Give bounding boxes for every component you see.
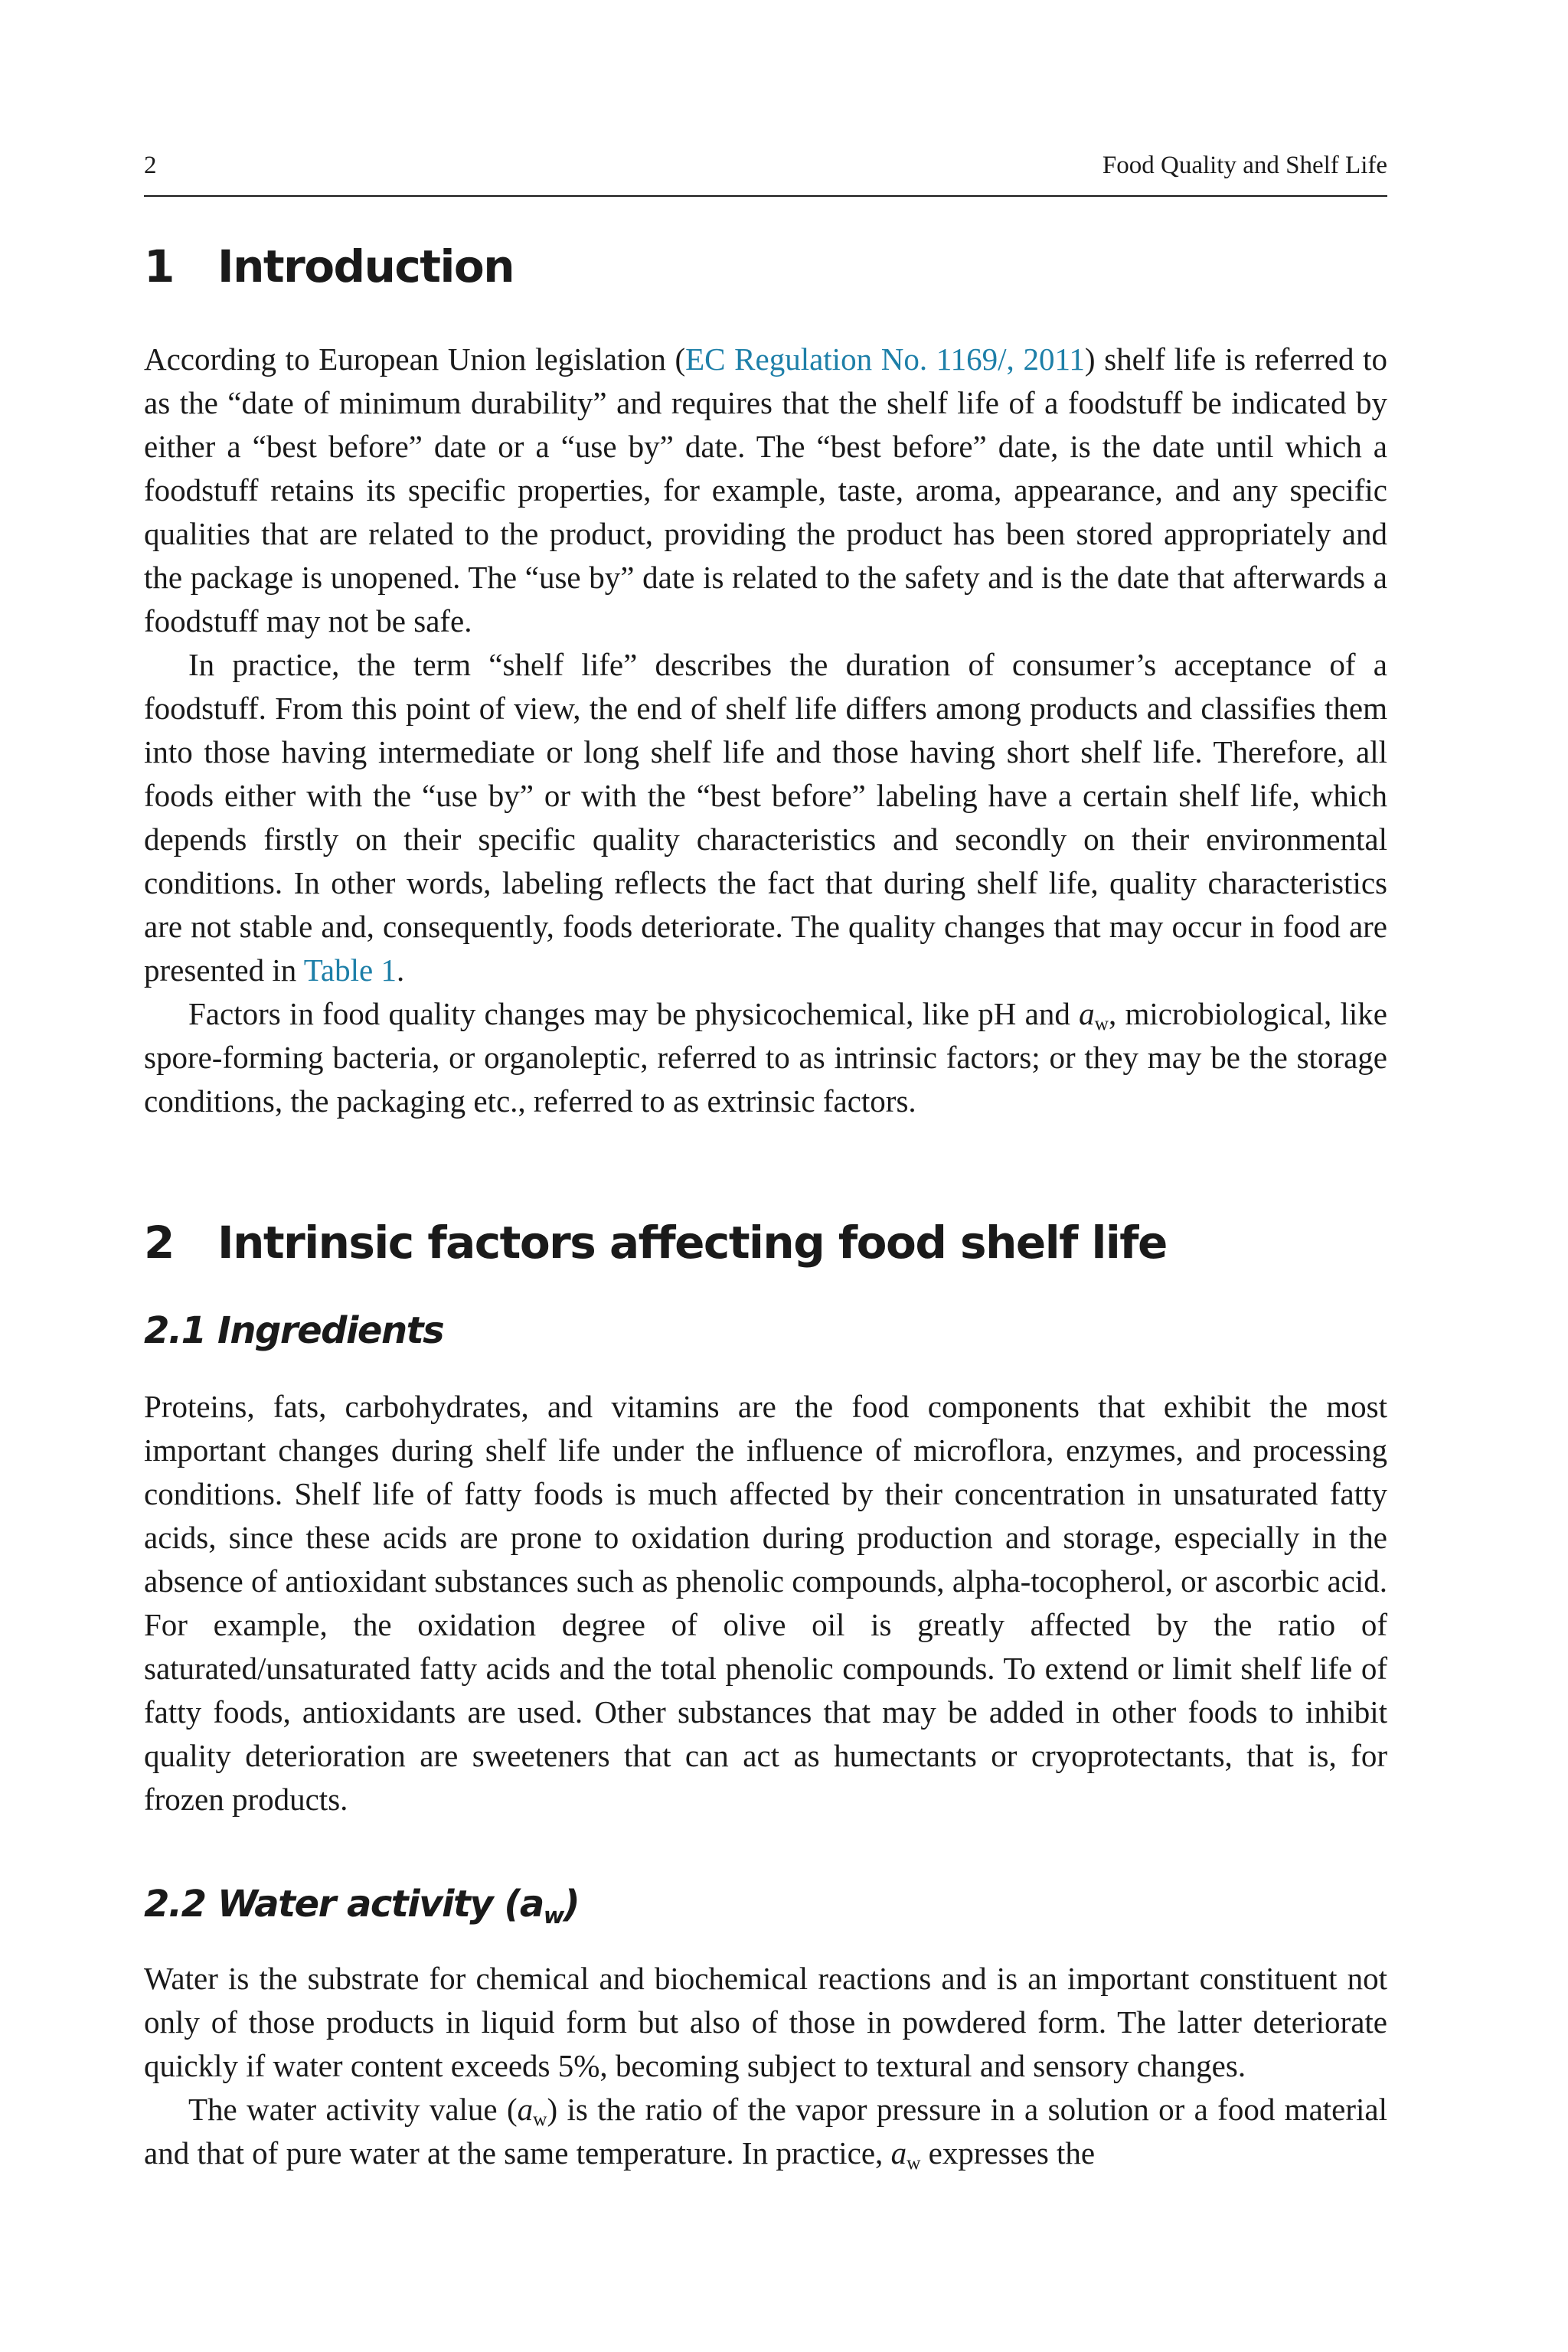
symbol-sub-w: w: [906, 2152, 921, 2174]
running-header: [144, 150, 1387, 181]
section-1-body: [144, 338, 1387, 1123]
water-activity-symbol: [891, 2135, 907, 2171]
intro-p2-text-a: In practice, the term “shelf life” describes the duration of consumer’s acceptance of a foodstuff. From this point of view, the end of shelf life differs among products and classifies them into those having intermediate or long shelf life and those having short shelf life. Therefore, all foods either with the “use by” or with the “best before” labeling have a certain shelf life, which depends firstly on their specific quality characteristics and secondly on their environmental conditions. In other words, labeling reflects the fact that during shelf life, quality characteristics are not stable and, consequently, foods deteriorate. The quality changes that may occur in food are presented in: [144, 647, 1387, 988]
section-2-title: Intrinsic factors affecting food shelf life: [217, 1217, 1167, 1269]
ec-regulation-link[interactable]: EC Regulation No. 1169/, 2011: [685, 341, 1085, 377]
symbol-sub-w: w: [1094, 1013, 1109, 1035]
header-rule: [144, 195, 1387, 197]
water-activity-symbol: [518, 2092, 534, 2127]
table-1-link[interactable]: Table 1: [303, 952, 397, 988]
wa-p2-text-c: expresses the: [920, 2135, 1096, 2171]
subsection-2-2-body: [144, 1957, 1387, 2175]
symbol-sub-w: w: [533, 2109, 547, 2131]
subsection-2-2-title-a: Water activity (a: [217, 1883, 544, 1926]
intro-p1-text-b: ) shelf life is referred to as the “date of minimum durability” and requires that the shelf life of a foodstuff be indicated by either a “best before” date or a “use by” date. The “best before” date, is the date until which a foodstuff retains its specific properties, for example, taste, aroma, appearance, and any specific qualities that are related to the product, providing the product has been stored appropriately and the package is unopened. The “use by” date is related to the safety and is the date that afterwards a foodstuff may not be safe.: [144, 341, 1387, 639]
section-1-title: Introduction: [217, 240, 514, 292]
intro-paragraph-3: [144, 992, 1387, 1123]
subsection-2-1-body: [144, 1385, 1387, 1821]
running-title: Food Quality and Shelf Life: [1102, 152, 1387, 179]
section-2-heading: [144, 1216, 1167, 1269]
symbol-a: a: [890, 2135, 907, 2171]
subsection-2-1-title: Ingredients: [217, 1309, 444, 1352]
wa-p2-text-a: The water activity value (: [188, 2092, 518, 2127]
water-activity-paragraph-1: Water is the substrate for chemical and biochemical reactions and is an important constituent not only of those products in liquid form but also of those in powdered form. The latter deteriorate quickly if water content exceeds 5%, becoming subject to textural and sensory changes.: [144, 1961, 1387, 2083]
subsection-2-1-number: 2.1: [144, 1309, 206, 1352]
intro-p3-text-a: Factors in food quality changes may be physicochemical, like pH and: [188, 996, 1080, 1031]
intro-p1-text-a: According to European Union legislation (: [144, 341, 686, 377]
ingredients-paragraph: Proteins, fats, carbohydrates, and vitamins are the food components that exhibit the most important changes during shelf life under the influence of microflora, enzymes, and processing conditions. Shelf life of fatty foods is much affected by their concentration in unsaturated fatty acids, since these acids are prone to oxidation during production and storage, especially in the absence of antioxidant substances such as phenolic compounds, alpha-tocopherol, or ascorbic acid. For example, the oxidation degree of olive oil is greatly affected by the ratio of saturated/unsaturated fatty acids and the total phenolic compounds. To extend or limit shelf life of fatty foods, antioxidants are used. Other substances that may be added in other foods to inhibit quality deterioration are sweeteners that can act as humectants or cryoprotectants, that is, for frozen products.: [144, 1389, 1387, 1817]
subsection-2-2-title: [217, 1883, 580, 1929]
intro-paragraph-1: [144, 338, 1387, 643]
water-activity-symbol: [1079, 996, 1095, 1031]
subsection-2-1-heading: [144, 1308, 443, 1354]
intro-paragraph-2: [144, 643, 1387, 992]
subsection-2-2-title-b: ): [563, 1883, 580, 1926]
page-number: 2: [144, 152, 157, 179]
wa-p2-text-b: ) is the ratio of the vapor pressure in a solution or a food material and that of pure water at the same temperature. In practice,: [144, 2092, 1387, 2171]
subsection-2-2-number: 2.2: [144, 1883, 206, 1926]
intro-p3-text-b: , microbiological, like spore-forming bacteria, or organoleptic, referred to as intrinsic factors; or they may be the storage conditions, the packaging etc., referred to as extrinsic factors.: [144, 996, 1387, 1119]
section-2-number: 2: [144, 1217, 174, 1269]
section-1-number: 1: [144, 240, 174, 292]
intro-p2-text-b: .: [396, 952, 405, 988]
water-activity-paragraph-2: [144, 2088, 1387, 2175]
subsection-2-2-heading: [144, 1881, 579, 1927]
symbol-a: a: [1079, 996, 1095, 1031]
subsection-2-2-title-sub: w: [543, 1902, 564, 1929]
symbol-a: a: [517, 2092, 534, 2127]
section-1-heading: [144, 240, 514, 293]
